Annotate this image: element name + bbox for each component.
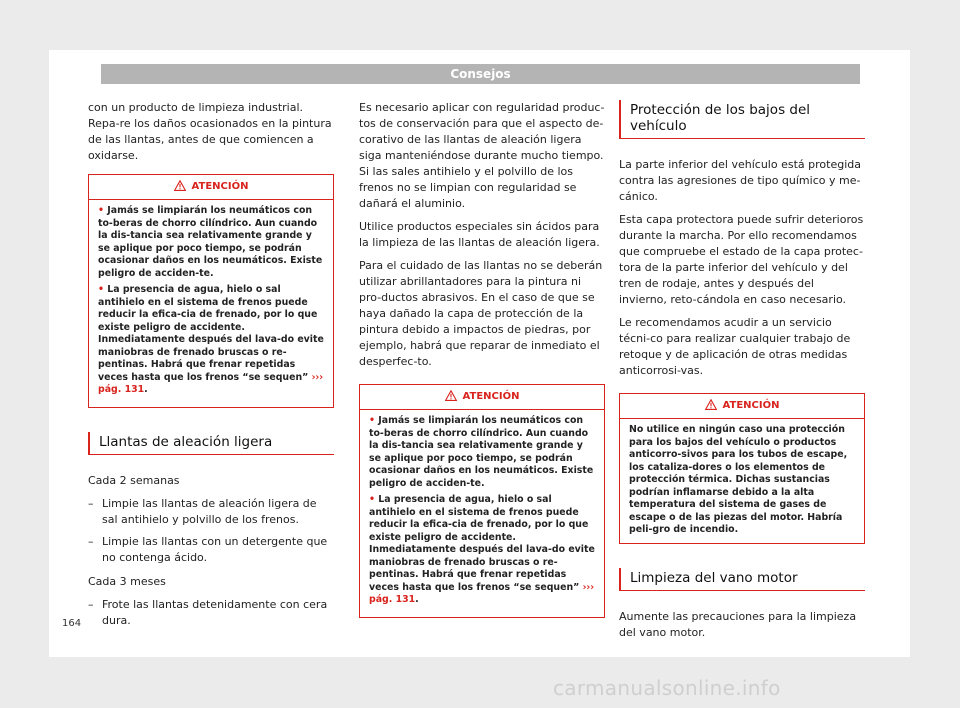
warning-item: • La presencia de agua, hielo o sal antihielo en el sistema de frenos puede reducir la efica-cia de frenado, por lo que existe peligro de accidente. Inmediatamente después del lava-do evite maniobras de frenado bruscas o re-pentinas. Habrá que frenar repetidas veces hasta que los frenos “se sequen” ››› pág. 131. [98, 284, 324, 395]
paragraph: Es necesario aplicar con regularidad produc-tos de conservación para que el aspecto de-corativo de las llantas de aleación ligera siga manteniéndose durante mucho tiempo. Si las sales antihielo y el polvillo de los frenos no se limpian con regularidad se dañará el aluminio. [359, 101, 605, 210]
column-left [88, 100, 334, 635]
paragraph: Aumente las precauciones para la limpieza del vano motor. [619, 609, 857, 639]
page-reference-link[interactable]: ››› pág. 131 [98, 371, 324, 395]
warning-box [88, 174, 334, 408]
warning-item: • Jamás se limpiarán los neumáticos con to-beras de chorro cilíndrico. Aun cuando la dis-tancia sea relativamente grande y se aplique por poco tiempo, se podrán ocasionar daños en los neumáticos. Existe peligro de acciden-te. [98, 205, 323, 279]
warning-header [89, 175, 333, 200]
warning-item: • La presencia de agua, hielo o sal antihielo en el sistema de frenos puede reducir la efica-cia de frenado, por lo que existe peligro de accidente. Inmediatamente después del lava-do evite maniobras de frenado bruscas o re-pentinas. Habrá que frenar repetidas veces hasta que los frenos “se sequen” ››› pág. 131. [369, 494, 595, 605]
watermark: carmanualsonline.info [553, 676, 781, 700]
warning-label: ATENCIÓN [462, 391, 520, 402]
page-number: 164 [62, 618, 82, 629]
warning-triangle-icon [705, 399, 717, 410]
column-right [619, 100, 865, 648]
list-item: – Limpie las llantas con un detergente que no contenga ácido. [88, 534, 334, 566]
list-item: – Limpie las llantas de aleación ligera de sal antihielo y polvillo de los frenos. [88, 496, 334, 528]
bullet-icon: • [98, 205, 108, 216]
column-middle [359, 100, 605, 628]
bullet-icon: • [369, 415, 379, 426]
warning-body [89, 200, 333, 407]
warning-label: ATENCIÓN [722, 400, 780, 411]
warning-header [360, 385, 604, 410]
paragraph: Para el cuidado de las llantas no se deberán utilizar abrillantadores para la pintura ni pro-ductos abrasivos. En el caso de que se haya dañado la capa de protección de la pintura debido a impactos de piedras, por ejemplo, habrá que reparar de inmediato el desperfec-to. [359, 259, 603, 368]
warning-box [359, 384, 605, 618]
frequency-label: Cada 2 semanas [88, 473, 180, 487]
warning-triangle-icon [174, 180, 186, 191]
paragraph: La parte inferior del vehículo está protegida contra las agresiones de tipo químico y me-cánico. [619, 158, 861, 203]
section-title-vano-motor: Limpieza del vano motor [619, 568, 865, 591]
warning-box [619, 393, 865, 544]
section-title-bajos: Protección de los bajos del vehículo [619, 100, 865, 139]
page-header: Consejos [101, 64, 860, 84]
list-item: – Frote las llantas detenidamente con cera dura. [88, 597, 334, 629]
warning-triangle-icon [445, 390, 457, 401]
bullet-icon: • [369, 494, 379, 505]
paragraph: Esta capa protectora puede sufrir deterioros durante la marcha. Por ello recomendamos que compruebe el estado de la capa protec-tora de la parte inferior del vehículo y del tren de rodaje, antes y después del invierno, reto-cándola en caso necesario. [619, 213, 864, 306]
frequency-label: Cada 3 meses [88, 574, 166, 588]
warning-item: • Jamás se limpiarán los neumáticos con to-beras de chorro cilíndrico. Aun cuando la dis-tancia sea relativamente grande y se aplique por poco tiempo, se podrán ocasionar daños en los neumáticos. Existe peligro de acciden-te. [369, 415, 594, 489]
paragraph: Utilice productos especiales sin ácidos para la limpieza de las llantas de aleación ligera. [359, 220, 600, 249]
bullet-icon: • [98, 284, 108, 295]
paragraph: Le recomendamos acudir a un servicio técni-co para realizar cualquier trabajo de retoque y de aplicación de otras medidas anticorrosi-vas. [619, 316, 851, 377]
section-title-llantas: Llantas de aleación ligera [88, 432, 334, 455]
warning-header [620, 394, 864, 419]
warning-body [360, 410, 604, 617]
warning-body: No utilice en ningún caso una protección para los bajos del vehículo o productos anticorro-sivos para los tubos de escape, los cataliza-dores o los elementos de protección térmica. Dichas sustancias podrían inflamarse debido a la alta temperatura del sistema de gases de escape o de las piezas del motor. Habría peli-gro de incendio. [629, 424, 848, 535]
page-reference-link[interactable]: ››› pág. 131 [369, 581, 595, 605]
intro-paragraph: con un producto de limpieza industrial. Repa-re los daños ocasionados en la pintura de las llantas, antes de que comiencen a oxidarse. [88, 101, 332, 162]
warning-label: ATENCIÓN [191, 181, 249, 192]
